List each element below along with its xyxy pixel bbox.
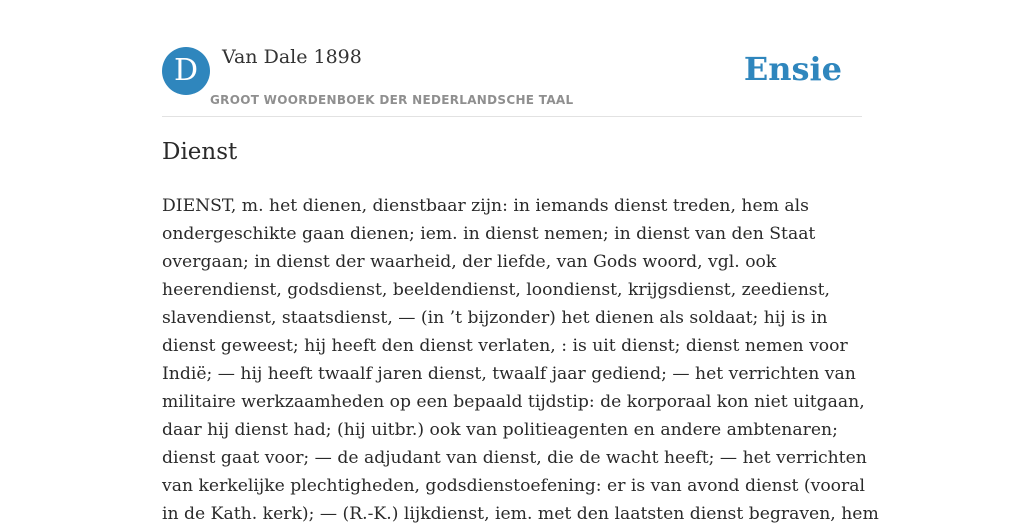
entry-definition: [162, 192, 879, 528]
definition-line: militaire werkzaamheden op een bepaald tijdstip: de korporaal kon niet uitgaan,: [162, 392, 865, 412]
entry-title: Dienst: [162, 139, 238, 165]
source-title[interactable]: Van Dale 1898: [222, 46, 362, 68]
definition-line: overgaan; in dienst der waarheid, der liefde, van Gods woord, vgl. ook: [162, 252, 777, 272]
definition-line: DIENST, m. het dienen, dienstbaar zijn: in iemands dienst treden, hem als: [162, 196, 809, 216]
definition-line: ondergeschikte gaan dienen; iem. in dienst nemen; in dienst van den Staat: [162, 224, 816, 244]
definition-line: dienst gaat voor; — de adjudant van dienst, die de wacht heeft; — het verrichten: [162, 448, 867, 468]
definition-line: Indië; — hij heeft twaalf jaren dienst, twaalf jaar gediend; — het verrichten van: [162, 364, 856, 384]
definition-line: van kerkelijke plechtigheden, godsdienstoefening: er is van avond dienst (vooral: [162, 476, 865, 496]
brand-logo[interactable]: Ensie: [743, 50, 842, 88]
definition-line: dienst geweest; hij heeft den dienst verlaten, : is uit dienst; dienst nemen voor: [162, 336, 848, 356]
definition-line: daar hij dienst had; (hij uitbr.) ook van politieagenten en andere ambtenaren;: [162, 420, 838, 440]
source-logo[interactable]: D: [162, 47, 210, 95]
page-header: [162, 0, 862, 117]
source-subtitle: GROOT WOORDENBOEK DER NEDERLANDSCHE TAAL: [210, 93, 574, 107]
definition-line: slavendienst, staatsdienst, — (in ’t bijzonder) het dienen als soldaat; hij is in: [162, 308, 828, 328]
definition-line: heerendienst, godsdienst, beeldendienst, loondienst, krijgsdienst, zeedienst,: [162, 280, 830, 300]
definition-line: in de Kath. kerk); — (R.-K.) lijkdienst, iem. met den laatsten dienst begraven, hem: [162, 504, 879, 524]
